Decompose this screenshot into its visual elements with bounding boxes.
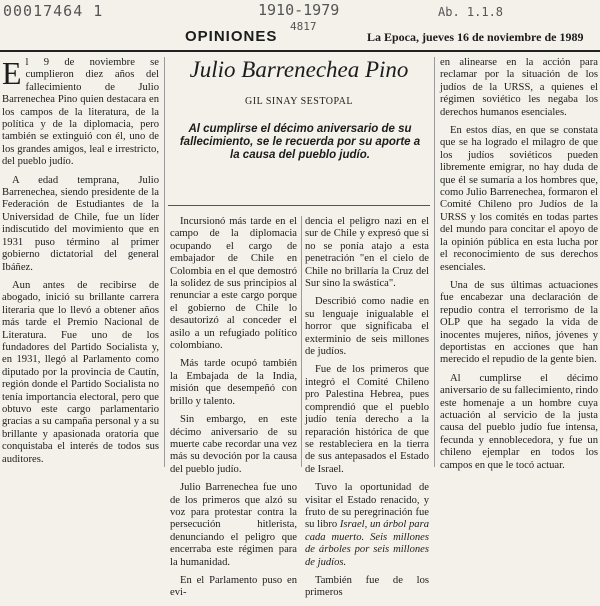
- handwritten-date: Ab. 1.1.8: [438, 5, 504, 19]
- paragraph: Tuvo la oportunidad de visitar el Estado renacido, y fruto de su peregrinación fue su libro Israel, un árbol para cada muerto. Seis millones de árboles por seis millones de judíos.: [305, 482, 429, 568]
- paragraph: Julio Barrenechea fue uno de los primeros que alzó su voz para protestar contra la persecución hitlerista, denunciando el peligro que encerraba este régimen para la humanidad.: [170, 482, 297, 568]
- byline: GIL SINAY SESTOPAL: [245, 96, 353, 107]
- article-title: Julio Barrenechea Pino: [189, 57, 409, 82]
- paragraph: Sin embargo, en este décimo aniversario de su muerte cabe recordar una vez más su devoción por la causa del pueblo judío.: [170, 414, 297, 475]
- paragraph: Incursionó más tarde en el campo de la diplomacia ocupando el cargo de embajador de Chile en Colombia en el que demostró la solidez de sus principios al renunciar a este cargo porque el gobierno de Chile lo desautorizó al conceder el asilo a un refugiado político colombiano.: [170, 216, 297, 352]
- drop-cap: E: [2, 55, 22, 91]
- book-title: Israel, un árbol para cada muerto. Seis millones de árboles por seis millones de judíos.: [305, 519, 429, 568]
- article-subhead: Al cumplirse el décimo aniversario de su fallecimiento, se le recuerda por su aporte a la causa del pueblo judío.: [179, 123, 421, 161]
- column-divider: [164, 57, 165, 467]
- paragraph: Una de sus últimas actuaciones fue encabezar una declaración de repudio contra el terrorismo de la OLP que ha segado la vida de inocentes mujeres, niños, jóvenes y deportistas en acciones que han merecido el repudio de la gente bien.: [440, 279, 598, 366]
- subhead-rule: [168, 205, 430, 206]
- paragraph: dencia el peligro nazi en el sur de Chile y expresó que si no se ponía atajo a esta penetración "en el cielo de Chile no brillaría la Cruz del Sur sino la swástica".: [305, 216, 429, 290]
- paragraph: El 9 de noviembre se cumplieron diez años del fallecimiento de Julio Barrenechea Pino quien destacara en los campos de la literatura, de la política y de la diplomacia, pero también se extinguió con él, uno de los grandes amigos, leal e irrestricto, del pueblo judío.: [2, 55, 159, 168]
- paragraph: En estos días, en que se constata que se ha logrado el milagro de que los judíos soviéticos pueden libremente emigrar, no hay duda de que él se sumaría a los hombres que, como Julio Barrenechea, formaron el Comité Chileno pro Judíos de la URSS y los comités en todas partes del mundo para concitar el apoyo de la opinión pública en esta lucha por el reconocimiento de sus derechos esenciales.: [440, 125, 598, 273]
- dateline: La Epoca, jueves 16 de noviembre de 1989: [367, 30, 584, 44]
- paragraph: Más tarde ocupó también la Embajada de la India, misión que desempeñó con brillo y talento.: [170, 358, 297, 407]
- paragraph: en alinearse en la acción para reclamar por la situación de los judíos de la URSS, a quienes el régimen soviético les negaba los derechos humanos esenciales.: [440, 57, 598, 118]
- paragraph: También fue de los primeros: [305, 574, 429, 599]
- paragraph: En el Parlamento puso en evi-: [170, 574, 297, 599]
- paragraph: Describió como nadie en su lenguaje inigualable el horror que significaba el exterminio de seis millones de judíos.: [305, 296, 429, 358]
- article-column-center-right: [305, 216, 429, 606]
- handwritten-archive-id: 00017464 1: [3, 2, 104, 20]
- handwritten-years: 1910-1979: [258, 1, 340, 19]
- article-column-right: [440, 57, 598, 478]
- handwritten-code: 4817: [290, 20, 317, 33]
- header-rule: [0, 50, 600, 52]
- paragraph: Al cumplirse el décimo aniversario de su fallecimiento, rindo este homenaje a un hombre cuya actuación al servicio de la justa causa del pueblo judío fue intensa, fecunda y ennoblecedora, y fue un chileno ejemplar en todos los campos en que le tocó actuar.: [440, 372, 598, 471]
- section-label: OPINIONES: [185, 28, 278, 45]
- column-divider: [434, 57, 435, 467]
- article-column-left: [2, 57, 159, 472]
- paragraph: Aun antes de recibirse de abogado, inició su brillante carrera literaria que lo llevó a obtener años más tarde el Premio Nacional de Literatura. Fue uno de los fundadores del Partido Socialista y, en 1931, llegó al Parlamento como diputado por la provincia de Cautín, región donde el Partido Socialista no tenía importancia electoral, pero que obtuvo este cargo parlamentario gracias a su campaña personal y a su brillante y apasionada oratoria que conquistaba el interés de todos sus auditores.: [2, 279, 159, 465]
- paragraph: A edad temprana, Julio Barrenechea, siendo presidente de la Federación de Estudiantes de la Universidad de Chile, fue un líder indiscutido del movimiento que en 1931 puso término al primer gobierno dictatorial del general Ibáñez.: [2, 174, 159, 273]
- paragraph: Fue de los primeros que integró el Comité Chileno pro Palestina Hebrea, pues comprendió que el pueblo judío tenía derecho a la reparación histórica de que se restableciera en la tierra de sus antepasados el Estado de Israel.: [305, 364, 429, 475]
- column-divider: [301, 216, 302, 467]
- article-column-center-left: [170, 216, 297, 606]
